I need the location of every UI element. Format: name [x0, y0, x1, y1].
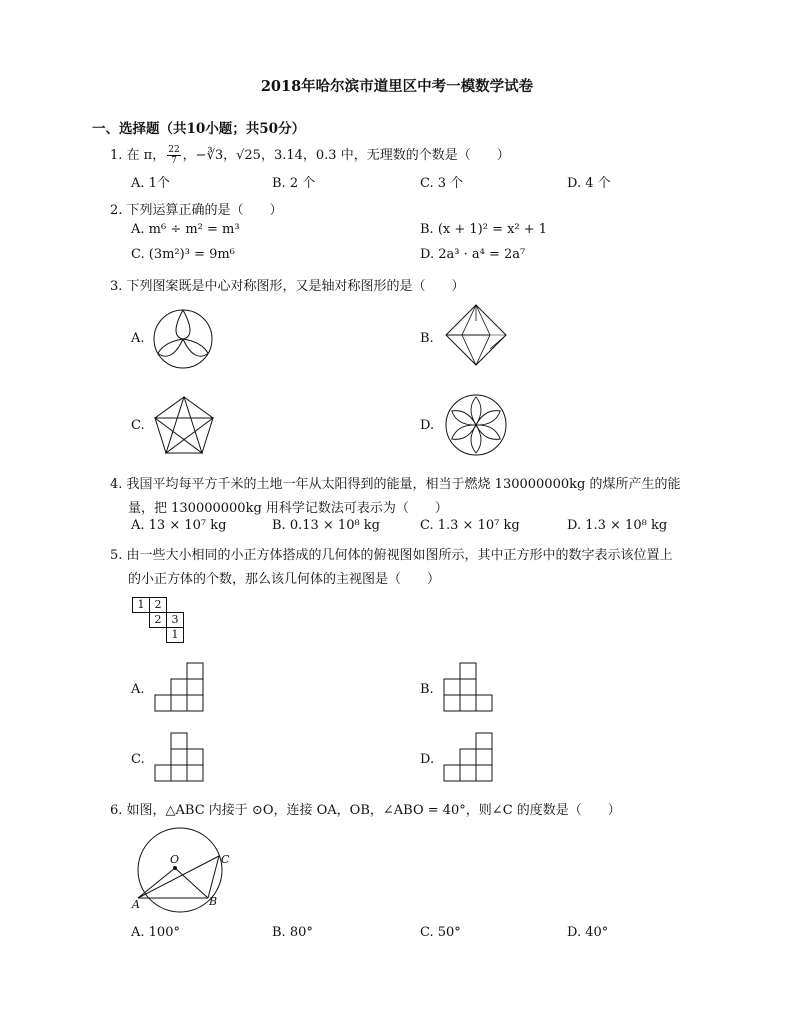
q1-option-c[interactable]: C. 3 个: [420, 176, 464, 191]
q5-option-d-label[interactable]: D.: [420, 752, 435, 767]
q1-option-b[interactable]: B. 2 个: [272, 176, 316, 191]
point-label-b: B: [209, 895, 218, 908]
q3-option-d-label[interactable]: D.: [420, 418, 435, 433]
q1-option-a[interactable]: A. 1个: [131, 176, 170, 191]
point-label-a: A: [132, 898, 140, 911]
question-3-stem: 3. 下列图案既是中心对称图形，又是轴对称图形的是（ ）: [110, 279, 465, 294]
point-label-o: O: [170, 853, 180, 866]
q3-figure-c-pentagon-star: [152, 395, 216, 457]
grid-cell: 1: [132, 597, 150, 613]
q3-figure-a-three-arcs: [152, 308, 214, 370]
q2-option-b[interactable]: B. (x + 1)² = x² + 1: [420, 222, 548, 237]
q6-option-a[interactable]: A. 100°: [131, 925, 180, 940]
q6-option-c[interactable]: C. 50°: [420, 925, 461, 940]
q5-option-b-label[interactable]: B.: [420, 682, 434, 697]
q5-view-d: [443, 732, 499, 782]
question-4-line2: 量，把 130000000kg 用科学记数法可表示为（ ）: [128, 501, 448, 516]
grid-cell: 2: [149, 612, 167, 628]
q5-view-b: [443, 662, 499, 712]
q4-option-d[interactable]: D. 1.3 × 10⁸ kg: [567, 518, 668, 533]
question-5-line1: 5. 由一些大小相同的小正方体搭成的几何体的俯视图如图所示，其中正方形中的数字表示该位置上: [110, 548, 673, 563]
q3-option-a-label[interactable]: A.: [131, 331, 145, 346]
q3-option-c-label[interactable]: C.: [131, 418, 145, 433]
grid-cell: 1: [166, 627, 184, 643]
page-title: 2018年哈尔滨市道里区中考一模数学试卷: [260, 78, 534, 95]
section-heading: 一、选择题（共10小题；共50分）: [92, 121, 306, 137]
q1-rest: ，−∛3，√25，3.14，0.3 中，无理数的个数是（ ）: [182, 148, 510, 163]
q5-option-a-label[interactable]: A.: [131, 682, 145, 697]
q2-option-a[interactable]: A. m⁶ ÷ m² = m³: [131, 222, 240, 237]
q1-frac-den: 7: [171, 156, 177, 166]
q6-option-d[interactable]: D. 40°: [567, 925, 609, 940]
point-label-c: C: [221, 853, 230, 866]
q2-option-d[interactable]: D. 2a³ · a⁴ = 2a⁷: [420, 247, 526, 262]
q3-figure-d-flower: [444, 393, 508, 457]
q6-circle-figure: [128, 828, 238, 918]
q2-option-c[interactable]: C. (3m²)³ = 9m⁶: [131, 247, 235, 262]
question-2-stem: 2. 下列运算正确的是（ ）: [110, 203, 283, 218]
question-1-stem: [110, 144, 510, 166]
q3-figure-b-square-pinwheel: [444, 303, 508, 367]
question-6-stem: 6. 如图，△ABC 内接于 ⊙O，连接 OA，OB，∠ABO = 40°，则∠C 的度数是（ ）: [110, 803, 621, 818]
q4-option-a[interactable]: A. 13 × 10⁷ kg: [131, 518, 227, 533]
q1-option-d[interactable]: D. 4 个: [567, 176, 611, 191]
q3-option-b-label[interactable]: B.: [420, 331, 434, 346]
q5-view-a: [154, 662, 210, 712]
question-5-line2: 的小正方体的个数，那么该几何体的主视图是（ ）: [128, 572, 441, 587]
q1-fraction: [167, 145, 180, 166]
q5-option-c-label[interactable]: C.: [131, 752, 145, 767]
question-4-line1: 4. 我国平均每平方千米的土地一年从太阳得到的能量，相当于燃烧 130000000kg 的煤所产生的能: [110, 477, 681, 492]
q1-frac-num: 22: [168, 145, 180, 155]
q5-view-c: [154, 732, 210, 782]
q4-option-c[interactable]: C. 1.3 × 10⁷ kg: [420, 518, 520, 533]
q6-option-b[interactable]: B. 80°: [272, 925, 313, 940]
grid-cell: 2: [149, 597, 167, 613]
q1-prefix: 1. 在 π，: [110, 148, 166, 163]
q4-option-b[interactable]: B. 0.13 × 10⁸ kg: [272, 518, 381, 533]
grid-cell: 3: [166, 612, 184, 628]
